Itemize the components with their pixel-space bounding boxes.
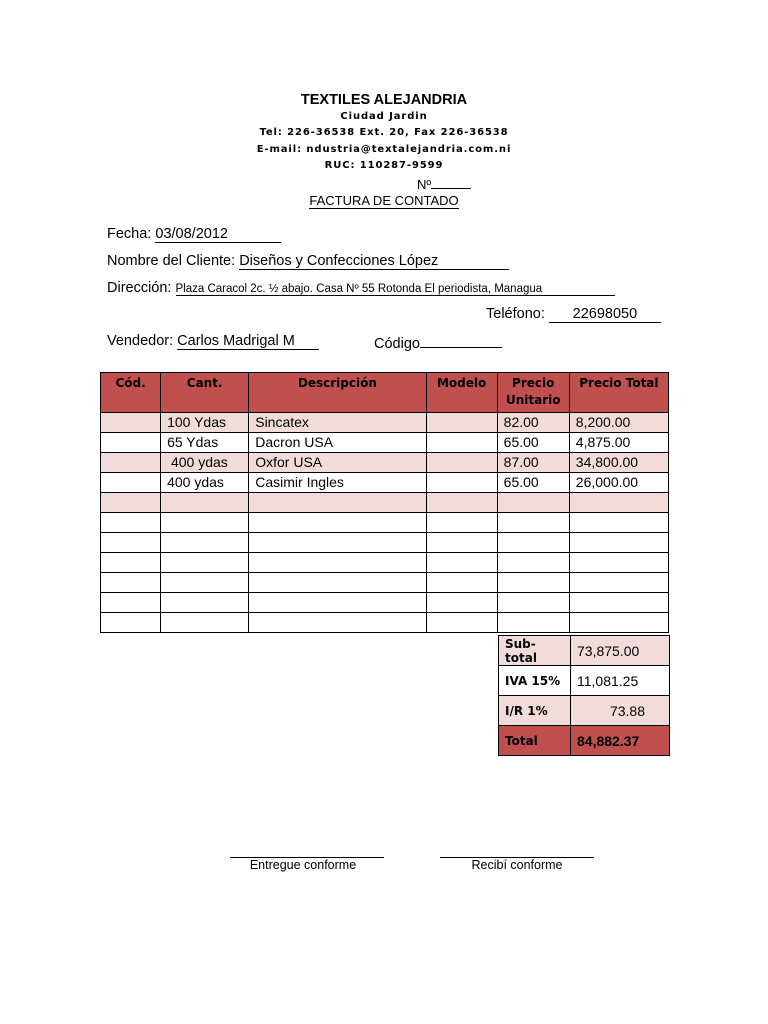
codigo-label: Código bbox=[374, 336, 420, 352]
cell-cant: 400 ydas bbox=[161, 453, 249, 473]
telefono-label: Teléfono: bbox=[486, 306, 545, 322]
codigo-blank bbox=[420, 333, 502, 348]
cell-precio-unitario: 82.00 bbox=[497, 413, 569, 433]
fecha-label: Fecha: bbox=[107, 226, 152, 242]
cell-cod bbox=[101, 413, 161, 433]
company-phone: Tel: 226-36538 Ext. 20, Fax 226-36538 bbox=[259, 127, 509, 138]
invoice-number-label: Nº bbox=[417, 177, 432, 192]
iva-label: IVA 15% bbox=[499, 666, 571, 696]
company-city: Ciudad Jardin bbox=[340, 111, 428, 122]
document-type-label: FACTURA DE CONTADO bbox=[309, 193, 459, 208]
table-row-empty bbox=[101, 513, 669, 533]
table-row bbox=[101, 413, 669, 433]
cliente-field bbox=[107, 253, 509, 270]
cell-precio-total: 4,875.00 bbox=[569, 433, 668, 453]
header-cant: Cant. bbox=[161, 373, 249, 413]
cliente-value: Diseños y Confecciones López bbox=[239, 253, 509, 270]
company-email: E-mail: ndustria@textalejandria.com.ni bbox=[256, 144, 512, 155]
cell-descripcion: Sincatex bbox=[249, 413, 426, 433]
header-precio-unitario: Precio Unitario bbox=[497, 373, 569, 413]
cell-cod bbox=[101, 433, 161, 453]
table-row-empty bbox=[101, 573, 669, 593]
telefono-value: 22698050 bbox=[549, 306, 661, 323]
cell-cant: 400 ydas bbox=[161, 473, 249, 493]
cell-precio-total: 34,800.00 bbox=[569, 453, 668, 473]
company-ruc: RUC: 110287-9599 bbox=[324, 160, 444, 171]
direccion-field bbox=[107, 280, 615, 296]
items-table bbox=[100, 372, 669, 633]
table-row-empty bbox=[101, 533, 669, 553]
cell-descripcion: Casimir Ingles bbox=[249, 473, 426, 493]
cell-precio-total: 26,000.00 bbox=[569, 473, 668, 493]
cell-modelo bbox=[426, 473, 497, 493]
subtotal-value: 73,875.00 bbox=[571, 636, 670, 666]
company-name: TEXTILES ALEJANDRIA bbox=[300, 92, 468, 108]
header-cod: Cód. bbox=[101, 373, 161, 413]
totals-table bbox=[498, 635, 670, 756]
fecha-field bbox=[107, 226, 281, 243]
vendedor-value: Carlos Madrigal M bbox=[177, 333, 319, 350]
table-row-empty bbox=[101, 613, 669, 633]
entregue-label: Entregue conforme bbox=[249, 858, 357, 872]
table-row bbox=[101, 433, 669, 453]
total-value: 84,882.37 bbox=[571, 726, 670, 756]
ir-row bbox=[499, 696, 670, 726]
document-type bbox=[0, 193, 768, 208]
vendedor-label: Vendedor: bbox=[107, 333, 174, 349]
total-row bbox=[499, 726, 670, 756]
header-precio-total: Precio Total bbox=[569, 373, 668, 413]
vendedor-field bbox=[107, 333, 319, 350]
cell-precio-total: 8,200.00 bbox=[569, 413, 668, 433]
recibi-label: Recibí conforme bbox=[471, 858, 563, 872]
cell-cant: 65 Ydas bbox=[161, 433, 249, 453]
cell-cod bbox=[101, 473, 161, 493]
cell-cant: 100 Ydas bbox=[161, 413, 249, 433]
table-row-empty bbox=[101, 553, 669, 573]
telefono-field bbox=[486, 306, 661, 323]
cliente-label: Nombre del Cliente: bbox=[107, 253, 236, 269]
invoice-number-blank bbox=[431, 176, 471, 189]
cell-precio-unitario: 65.00 bbox=[497, 473, 569, 493]
subtotal-row bbox=[499, 636, 670, 666]
cell-modelo bbox=[426, 433, 497, 453]
cell-precio-unitario: 65.00 bbox=[497, 433, 569, 453]
total-label: Total bbox=[499, 726, 571, 756]
items-header-row bbox=[101, 373, 669, 413]
iva-row bbox=[499, 666, 670, 696]
table-row-empty bbox=[101, 493, 669, 513]
codigo-field bbox=[374, 333, 502, 352]
header-descripcion: Descripción bbox=[249, 373, 426, 413]
ir-value: 73.88 bbox=[571, 696, 670, 726]
cell-precio-unitario: 87.00 bbox=[497, 453, 569, 473]
table-row bbox=[101, 453, 669, 473]
ir-label: I/R 1% bbox=[499, 696, 571, 726]
direccion-value: Plaza Caracol 2c. ½ abajo. Casa Nº 55 Rotonda El periodista, Managua bbox=[176, 283, 615, 296]
fecha-value: 03/08/2012 bbox=[155, 226, 281, 243]
cell-cod bbox=[101, 453, 161, 473]
cell-descripcion: Oxfor USA bbox=[249, 453, 426, 473]
subtotal-label: Sub-total bbox=[499, 636, 571, 666]
cell-modelo bbox=[426, 453, 497, 473]
cell-descripcion: Dacron USA bbox=[249, 433, 426, 453]
cell-modelo bbox=[426, 413, 497, 433]
table-row-empty bbox=[101, 593, 669, 613]
invoice-number bbox=[417, 176, 471, 192]
table-row bbox=[101, 473, 669, 493]
direccion-label: Dirección: bbox=[107, 280, 172, 296]
header-modelo: Modelo bbox=[426, 373, 497, 413]
iva-value: 11,081.25 bbox=[571, 666, 670, 696]
